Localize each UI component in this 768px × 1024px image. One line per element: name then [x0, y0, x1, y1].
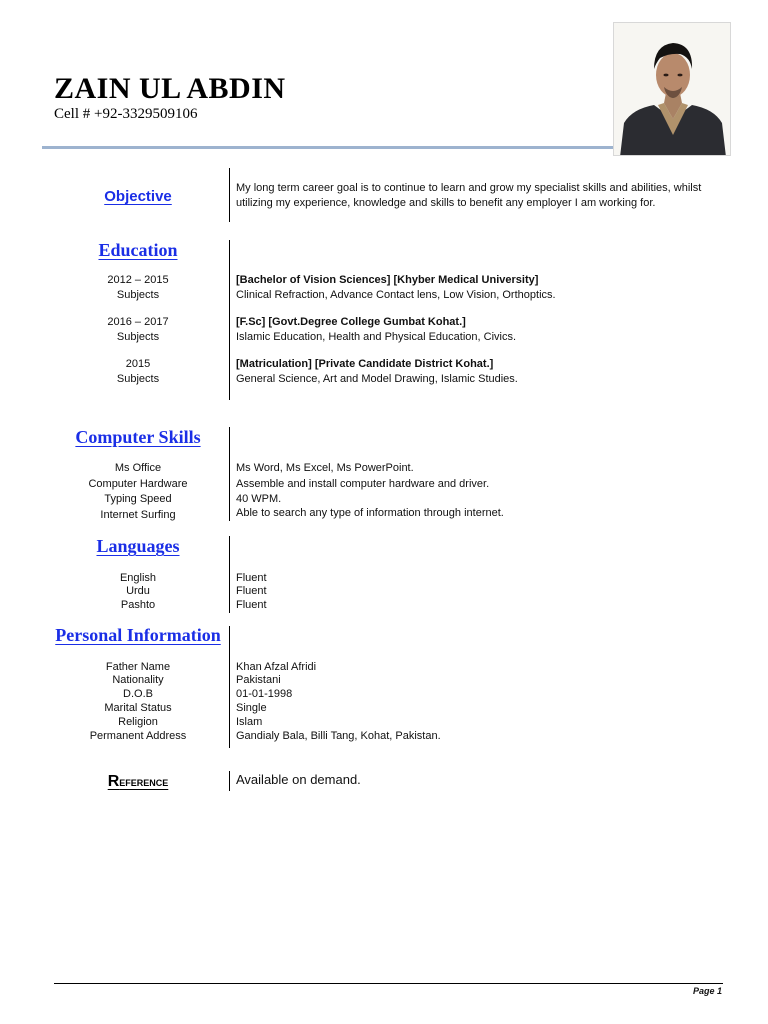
personal-label: Permanent Address — [89, 730, 187, 742]
section-divider-languages — [229, 536, 230, 613]
profile-photo — [613, 22, 731, 156]
language-label: English — [119, 572, 157, 584]
section-title-objective: Objective — [104, 188, 172, 205]
personal-value: Gandialy Bala, Billi Tang, Kohat, Pakistan. — [236, 730, 441, 742]
personal-label: Marital Status — [104, 702, 172, 714]
education-years: 2016 – 2017 — [107, 316, 169, 328]
education-degree: [Matriculation] [Private Candidate District Kohat.] — [236, 358, 494, 370]
language-label: Pashto — [120, 599, 156, 611]
education-subjects: General Science, Art and Model Drawing, Islamic Studies. — [236, 373, 518, 385]
section-title-reference — [54, 773, 222, 791]
personal-label: Father Name — [105, 661, 171, 673]
page-number: Page 1 — [692, 986, 722, 996]
skill-label: Computer Hardware — [88, 478, 188, 490]
cell-number: Cell # +92-3329509106 — [54, 106, 198, 122]
personal-value: Pakistani — [236, 674, 281, 686]
section-divider-personal-information — [229, 626, 230, 748]
reference-text: Available on demand. — [236, 772, 361, 787]
education-subjects-label: Subjects — [116, 373, 160, 385]
personal-label: Nationality — [112, 674, 164, 686]
section-title-education: Education — [98, 240, 178, 260]
education-years: 2015 — [125, 358, 151, 370]
section-divider-computer-skills — [229, 427, 230, 521]
education-subjects-label: Subjects — [116, 289, 160, 301]
header-divider — [42, 146, 613, 149]
section-divider-reference — [229, 771, 230, 791]
reference-title-rest: eference — [119, 774, 169, 789]
personal-value: Khan Afzal Afridi — [236, 661, 317, 673]
personal-value: Islam — [236, 716, 263, 728]
language-level: Fluent — [236, 572, 267, 584]
candidate-name: ZAIN UL ABDIN — [54, 72, 286, 105]
objective-text: My long term career goal is to continue to learn and grow my specialist skills and abilities, whilst utilizing my experience, knowledge and skills to benefit any employer I am working for. — [236, 182, 702, 209]
section-divider-education — [229, 240, 230, 400]
personal-label: Religion — [118, 716, 158, 728]
education-subjects: Clinical Refraction, Advance Contact lens, Low Vision, Orthoptics. — [236, 289, 556, 301]
language-label: Urdu — [126, 585, 150, 597]
education-subjects-label: Subjects — [116, 331, 160, 343]
language-level: Fluent — [236, 599, 267, 611]
skill-value: Able to search any type of information through internet. — [236, 507, 504, 519]
section-divider-objective — [229, 168, 230, 222]
section-title-languages: Languages — [96, 536, 180, 556]
footer-divider — [54, 983, 723, 984]
personal-value: 01-01-1998 — [236, 688, 293, 700]
education-degree: [Bachelor of Vision Sciences] [Khyber Medical University] — [236, 274, 539, 286]
skill-value: 40 WPM. — [236, 493, 282, 505]
skill-label: Ms Office — [114, 462, 162, 474]
education-degree: [F.Sc] [Govt.Degree College Gumbat Kohat.] — [236, 316, 466, 328]
reference-title-initial: R — [107, 773, 120, 790]
section-title-personal-information: Personal Information — [55, 625, 221, 645]
skill-value: Ms Word, Ms Excel, Ms PowerPoint. — [236, 462, 414, 474]
education-years: 2012 – 2015 — [107, 274, 169, 286]
section-title-computer-skills: Computer Skills — [75, 427, 201, 447]
language-level: Fluent — [236, 585, 267, 597]
personal-value: Single — [236, 702, 267, 714]
skill-label: Typing Speed — [104, 493, 172, 505]
personal-label: D.O.B — [123, 688, 153, 700]
skill-label: Internet Surfing — [100, 509, 176, 521]
skill-value: Assemble and install computer hardware and driver. — [236, 478, 490, 490]
education-subjects: Islamic Education, Health and Physical Education, Civics. — [236, 331, 517, 343]
